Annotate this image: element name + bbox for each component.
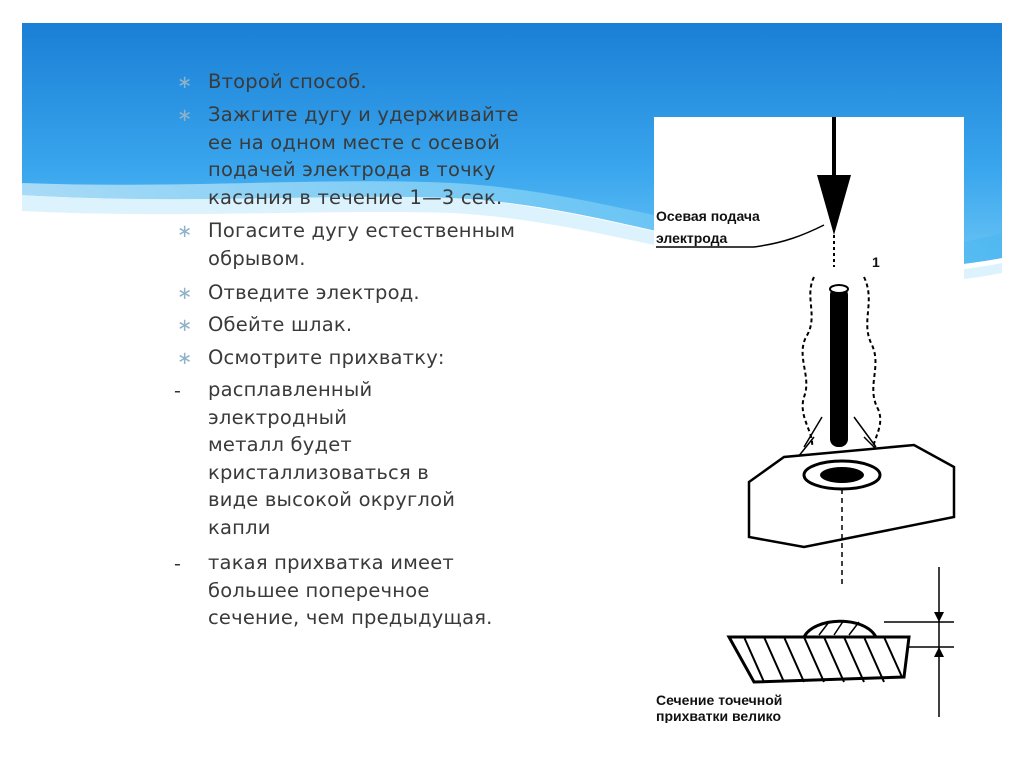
dash-text: расплавленный электродный металл будет кристаллизоваться в виде высокой округлой капли [208, 378, 456, 539]
slide-content [22, 23, 1002, 767]
slide [22, 23, 1002, 767]
section-label-line1: Сечение точечной [656, 692, 783, 708]
dash-marker: - [174, 553, 181, 575]
bullet-text: Отведите электрод. [208, 281, 420, 304]
bullet-text: Зажгите дугу и удерживайте ее на одном месте с осевой подачей электрода в точку касания в течение 1—3 сек. [208, 103, 519, 209]
bullet-text: Погасите дугу естественным обрывом. [208, 219, 516, 270]
bullet-text: Второй способ. [208, 70, 367, 93]
feed-label-line2: электрода [656, 230, 728, 246]
bullet-marker: ∗ [177, 315, 193, 336]
bullet-marker: ∗ [177, 72, 193, 93]
feed-label-line1: Осевая подача [656, 208, 760, 224]
number-label: 1 [872, 254, 880, 270]
section-label-line2: прихватки велико [656, 708, 782, 723]
bullet-text: Обейте шлак. [208, 313, 353, 336]
bullet-text: Осмотрите прихватку: [208, 346, 445, 369]
dash-marker: - [174, 380, 181, 402]
bullet-marker: ∗ [177, 348, 193, 369]
bullet-marker: ∗ [177, 105, 193, 126]
bullet-marker: ∗ [177, 283, 193, 304]
welding-tack-illustration [654, 117, 964, 723]
dash-text: такая прихватка имеет большее поперечное сечение, чем предыдущая. [208, 551, 493, 630]
bullet-marker: ∗ [177, 221, 193, 242]
